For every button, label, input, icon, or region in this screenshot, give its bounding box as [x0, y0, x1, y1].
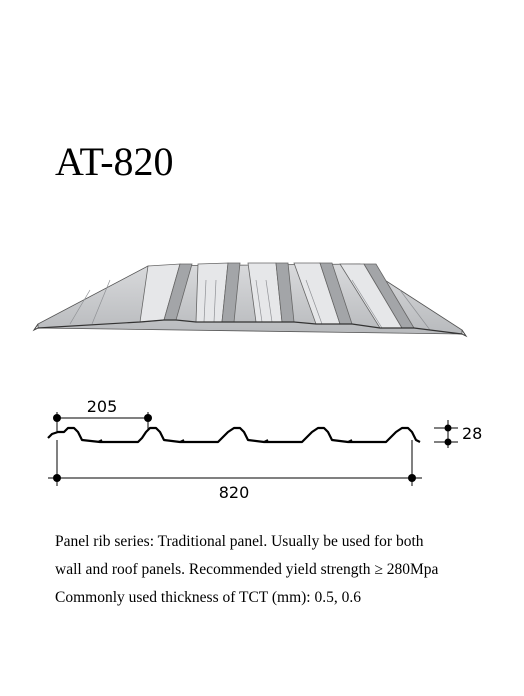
cover-width-dimension [48, 440, 422, 502]
description-line-3: Commonly used thickness of TCT (mm): 0.5, 0.6 [55, 589, 361, 606]
cover-width-label: 820 [218, 483, 250, 502]
panel-profile-drawing [30, 390, 500, 510]
rib-pitch-label: 205 [86, 397, 118, 416]
panel-rib-2 [196, 263, 240, 322]
rib-height-label: 28 [462, 424, 483, 443]
rib-pitch-dimension [53, 397, 152, 432]
product-title: AT-820 [55, 139, 174, 184]
description-line-2: wall and roof panels. Recommended yield strength ≥ 280Mpa [55, 561, 439, 578]
product-description [55, 528, 515, 612]
description-line-1: Panel rib series: Traditional panel. Usually be used for both [55, 533, 424, 550]
rib-height-dimension [434, 420, 482, 448]
panel-perspective-illustration [30, 250, 470, 350]
profile-outline [48, 428, 420, 442]
